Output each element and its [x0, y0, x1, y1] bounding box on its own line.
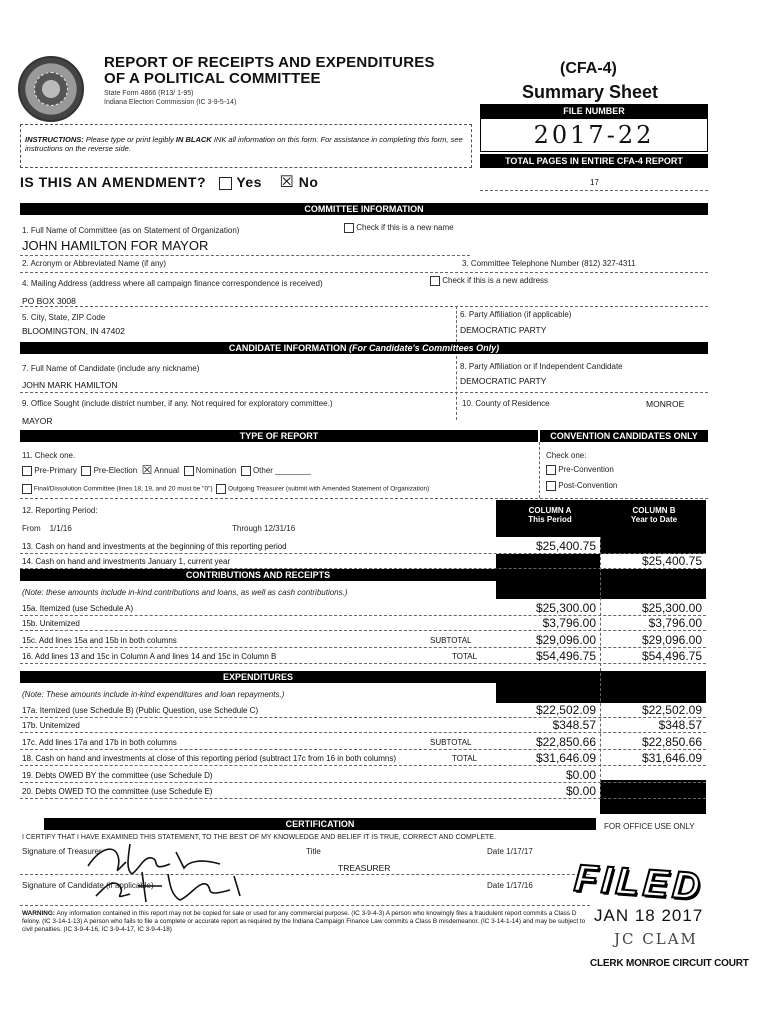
column-a-amount: $348.57	[552, 718, 596, 732]
state-form-number: State Form 4866 (R13/ 1-95)	[104, 90, 194, 97]
row-tag: SUBTOTAL	[430, 636, 472, 645]
row-divider	[20, 647, 706, 648]
form-code: (CFA-4)	[560, 60, 617, 77]
row-divider	[20, 568, 706, 569]
committee-phone: 3. Committee Telephone Number (812) 327-4311	[462, 259, 636, 268]
office-use-label: FOR OFFICE USE ONLY	[604, 822, 695, 831]
total-pages-value: 17	[590, 178, 599, 187]
new-address-checkbox[interactable]	[430, 276, 440, 286]
column-b-amount: $31,646.09	[641, 751, 702, 765]
report-type-options: Pre-Primary Pre-Election ☒ Annual Nomination Other ________	[22, 466, 311, 476]
column-b-amount: $22,850.66	[641, 735, 702, 749]
row-divider	[20, 749, 706, 750]
contributions-note: (Note: these amounts include in-kind contributions and loans, as well as cash contributions.)	[22, 588, 348, 597]
column-b-amount: $54,496.75	[641, 649, 702, 663]
column-a-amount: $29,096.00	[535, 633, 596, 647]
row-tag: SUBTOTAL	[430, 738, 472, 747]
candidate-signature	[90, 866, 260, 906]
column-a-amount: $54,496.75	[535, 649, 596, 663]
amendment-yes-label: Yes	[236, 174, 262, 190]
date1-row: Date 1/17/17	[487, 847, 533, 856]
column-b-amount: $3,796.00	[648, 616, 702, 630]
convention-check-label: Check one:	[546, 451, 587, 460]
indiana-state-seal	[18, 56, 84, 122]
row-divider	[20, 663, 706, 664]
column-b-amount: $25,400.75	[641, 554, 702, 568]
new-address-check: Check if this is a new address	[430, 276, 548, 286]
amendment-question-row	[20, 174, 318, 190]
row-label: 15b. Unitemized	[22, 619, 80, 628]
column-a-amount: $0.00	[565, 784, 596, 798]
annual-checkbox[interactable]: ☒	[141, 463, 153, 477]
post-convention-option: Post-Convention	[546, 481, 617, 491]
mailing-address-value: PO BOX 3008	[22, 296, 76, 306]
expenditures-header: EXPENDITURES	[20, 671, 496, 683]
title-label: Title	[306, 847, 321, 856]
city-state-zip-label: 5. City, State, ZIP Code	[22, 313, 106, 322]
filed-stamp: FILED	[572, 857, 706, 909]
candidate-name-value: JOHN MARK HAMILTON	[22, 380, 118, 390]
column-b-amount: $25,300.00	[641, 601, 702, 615]
period-through: Through 12/31/16	[232, 524, 296, 533]
new-name-checkbox[interactable]	[344, 223, 354, 233]
row-label: 15c. Add lines 15a and 15b in both columns	[22, 636, 177, 645]
column-a-header: COLUMN A This Period	[528, 506, 572, 524]
row-divider	[20, 782, 706, 783]
office-sought-label: 9. Office Sought (include district number, if any. Not required for exploratory committee.)	[22, 399, 333, 408]
reporting-period-label: 12. Reporting Period:	[22, 506, 98, 515]
row-divider	[20, 732, 706, 733]
party-affiliation-label: 6. Party Affiliation (if applicable)	[460, 310, 572, 319]
column-b-amount: $29,096.00	[641, 633, 702, 647]
column-a-amount: $31,646.09	[535, 751, 596, 765]
candidate-party-value: DEMOCRATIC PARTY	[460, 376, 547, 386]
candidate-party-label: 8. Party Affiliation or if Independent Candidate	[460, 362, 623, 371]
final-dissolution-checkbox[interactable]	[22, 484, 32, 494]
report-title: REPORT OF RECEIPTS AND EXPENDITURES OF A POLITICAL COMMITTEE	[104, 54, 435, 87]
instructions-box: INSTRUCTIONS: Please type or print legibly IN BLACK INK all information on this form. For assistance in completing this form, see instructions on the reverse side.	[20, 124, 472, 168]
row-label: 13. Cash on hand and investments at the beginning of this reporting period	[22, 542, 287, 551]
office-sought-value: MAYOR	[22, 416, 53, 426]
column-a-amount: $22,850.66	[535, 735, 596, 749]
form-name: Summary Sheet	[522, 82, 659, 102]
row-tag: TOTAL	[452, 652, 478, 661]
clerk-stamp: CLERK MONROE CIRCUIT COURT	[590, 958, 749, 969]
row-label: 16. Add lines 13 and 15c in Column A and lines 14 and 15c in Column B	[22, 652, 277, 661]
outgoing-treasurer-checkbox[interactable]	[216, 484, 226, 494]
row-label: 19. Debts OWED BY the committee (use Schedule D)	[22, 771, 213, 780]
certification-header: CERTIFICATION	[44, 818, 596, 830]
convention-header: CONVENTION CANDIDATES ONLY	[540, 430, 708, 442]
file-number-label: FILE NUMBER	[480, 104, 708, 118]
clerk-initials: JC CLAM	[614, 930, 698, 948]
candidate-name-label: 7. Full Name of Candidate (include any nickname)	[22, 364, 200, 373]
row-tag: TOTAL	[452, 754, 478, 763]
amendment-no-checkbox[interactable]: ☒	[279, 173, 295, 191]
amendment-no-label: No	[298, 174, 319, 190]
expenditures-note: (Note: These amounts include in-kind expenditures and loan repayments.)	[22, 690, 285, 699]
row-label: 14. Cash on hand and investments January 1, current year	[22, 557, 231, 566]
check-one-label: 11. Check one.	[22, 451, 76, 460]
column-b-amount: $348.57	[658, 718, 702, 732]
pre-convention-checkbox[interactable]	[546, 465, 556, 475]
post-convention-checkbox[interactable]	[546, 481, 556, 491]
party-affiliation-value: DEMOCRATIC PARTY	[460, 325, 547, 335]
column-a-amount: $25,400.75	[535, 539, 596, 553]
candidate-info-header: CANDIDATE INFORMATION (For Candidate's Committees Only)	[20, 342, 708, 354]
row-label: 18. Cash on hand and investments at close of this reporting period (subtract 17c from 16 in both columns)	[22, 754, 396, 763]
column-divider	[600, 537, 601, 797]
county-label: 10. County of Residence	[462, 399, 550, 408]
candidate-signature-label: Signature of Candidate (if applicable)	[22, 881, 154, 890]
column-a-amount: $0.00	[565, 768, 596, 782]
other-checkbox[interactable]	[241, 466, 251, 476]
warning-text: WARNING: Any information contained in this report may not be copied for sale or used for any commercial purpose. (IC 3-9-4-3) A person who knowingly files a fraudulent report commits a Class D felony. (IC 3-14-1-13) A person who fails to file a complete or accurate report as required by the Indiana Campaign Finance Law commits a Class B misdemeanor. (IC 3-14-1-14) and may be subject to civil penalties. (IC 3-9-4-16, IC 3-9-4-17, IC 3-9-4-18)	[22, 910, 586, 933]
nomination-checkbox[interactable]	[184, 466, 194, 476]
amendment-yes-checkbox[interactable]	[219, 177, 232, 190]
committee-info-header: COMMITTEE INFORMATION	[20, 203, 708, 215]
total-pages-label: TOTAL PAGES IN ENTIRE CFA-4 REPORT	[480, 154, 708, 168]
column-a-amount: $22,502.09	[535, 703, 596, 717]
treasurer-signature-label: Signature of Treasurer	[22, 847, 102, 856]
period-from: From 1/1/16	[22, 524, 72, 533]
committee-name-label: 1. Full Name of Committee (as on Statement of Organization)	[22, 226, 240, 235]
row-label: 17b. Unitemized	[22, 721, 80, 730]
pre-convention-option: Pre-Convention	[546, 465, 614, 475]
acronym-label: 2. Acronym or Abbreviated Name (if any)	[22, 259, 167, 268]
amendment-question: IS THIS AN AMENDMENT?	[20, 174, 207, 190]
row-label: 15a. Itemized (use Schedule A)	[22, 604, 134, 613]
row-label: 17c. Add lines 17a and 17b in both columns	[22, 738, 177, 747]
row-label: 20. Debts OWED TO the committee (use Schedule E)	[22, 787, 213, 796]
contributions-header: CONTRIBUTIONS AND RECEIPTS	[20, 569, 496, 581]
mailing-address-label: 4. Mailing Address (address where all campaign finance correspondence is received)	[22, 279, 323, 288]
row-label: 17a. Itemized (use Schedule B) (Public Question, use Schedule C)	[22, 706, 259, 715]
title-value: TREASURER	[338, 863, 391, 873]
column-b-header: COLUMN B Year to Date	[630, 506, 678, 524]
report-type-header: TYPE OF REPORT	[20, 430, 538, 442]
committee-name-value: JOHN HAMILTON FOR MAYOR	[22, 238, 209, 253]
date2-row: Date 1/17/16	[487, 881, 533, 890]
city-state-zip-value: BLOOMINGTON, IN 47402	[22, 326, 125, 336]
new-name-check: Check if this is a new name	[344, 223, 454, 233]
row-divider	[20, 630, 706, 631]
final-ongoing-options: Final/Dissolution Committee (lines 18, 19, and 20 must be "0") Outgoing Treasurer (submit with Amended Statement of Organization)	[22, 484, 429, 494]
file-number-value: 2017-22	[480, 118, 708, 152]
certify-statement: I CERTIFY THAT I HAVE EXAMINED THIS STATEMENT, TO THE BEST OF MY KNOWLEDGE AND BELIEF IT IS TRUE, CORRECT AND COMPLETE.	[22, 834, 496, 841]
column-b-amount: $22,502.09	[641, 703, 702, 717]
pre-election-checkbox[interactable]	[81, 466, 91, 476]
column-a-amount: $25,300.00	[535, 601, 596, 615]
filed-date-stamp: JAN 18 2017	[594, 906, 704, 925]
pre-primary-checkbox[interactable]	[22, 466, 32, 476]
county-value: MONROE	[646, 399, 685, 409]
column-a-amount: $3,796.00	[542, 616, 596, 630]
row-divider	[20, 798, 706, 799]
commission-citation: Indiana Election Commission (IC 3-9-5-14)	[104, 99, 237, 106]
row-divider	[20, 765, 706, 766]
